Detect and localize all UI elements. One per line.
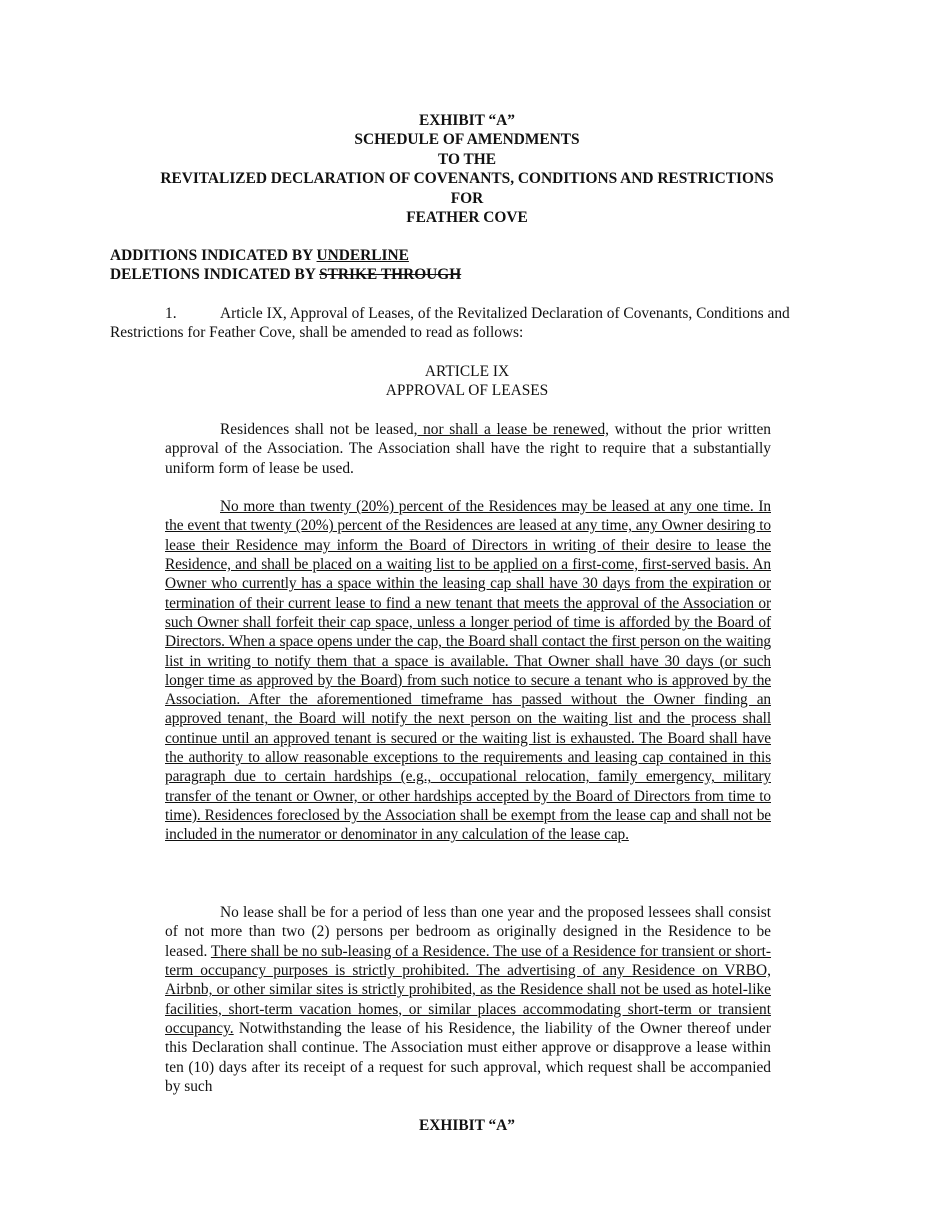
no-lease-text-2: Notwithstanding the lease of his Residence, the liability of the Owner thereof under this Declaration shall continue. The Association must either approve or disapprove a lease within ten (10) days after its receipt of a request for such approval, which request shall be accompanied by such bbox=[165, 1019, 771, 1095]
exhibit-title: EXHIBIT “A” bbox=[419, 112, 515, 129]
section-1-text: Article IX, Approval of Leases, of the Revitalized Declaration of Covenants, Conditions and Restrictions for Feather Cove, shall be amended to read as follows: bbox=[110, 305, 790, 342]
page-footer: EXHIBIT “A” bbox=[419, 1117, 515, 1134]
for-line: FOR bbox=[450, 189, 484, 207]
deletions-legend-label: DELETIONS INDICATED BY bbox=[110, 266, 320, 284]
article-number: ARTICLE IX bbox=[424, 363, 510, 380]
paragraph-residences bbox=[165, 420, 771, 478]
section-1-paragraph bbox=[110, 304, 826, 343]
additions-legend bbox=[110, 246, 461, 265]
additions-legend-label: ADDITIONS INDICATED BY bbox=[110, 247, 317, 264]
amendment-legend bbox=[110, 246, 461, 285]
residences-added-text: , nor shall a lease be renewed, bbox=[413, 421, 610, 438]
article-heading bbox=[0, 362, 934, 401]
section-number: 1. bbox=[165, 305, 177, 322]
community-name: FEATHER COVE bbox=[406, 209, 528, 227]
deletions-legend-style: STRIKE THROUGH bbox=[319, 266, 462, 284]
paragraph-lease-cap: No more than twenty (20%) percent of the Residences may be leased at any one time. In the event that twenty (20%) percent of the Residences are leased at any time, any Owner desiring to lease their Residence may inform the Board of Directors in writing of their desire to lease the Residence, and shall be placed on a waiting list to be applied on a first-come, first-served basis. An Owner who currently has a space within the leasing cap shall have 30 days from the expiration or termination of their current lease to find a new tenant that meets the approval of the Association or such Owner shall forfeit their cap space, unless a longer period of time is afforded by the Board of Directors. When a space opens under the cap, the Board shall contact the first person on the waiting list in writing to notify them that a space is available. That Owner shall have 30 days (or such longer time as approved by the Board) from such notice to secure a tenant who is approved by the Association. After the aforementioned timeframe has passed without the Owner finding an approved tenant, the Board will notify the next person on the waiting list and the process shall continue until an approved tenant is secured or the waiting list is exhausted. The Board shall have the authority to allow reasonable exceptions to the requirements and leasing cap contained in this paragraph due to certain hardships (e.g., occupational relocation, family emergency, military transfer of the tenant or Owner, or other hardships accepted by the Board of Directors from time to time). Residences foreclosed by the Association shall be exempt from the lease cap and shall not be included in the numerator or denominator in any calculation of the lease cap. bbox=[165, 498, 771, 844]
residences-text-2: without the prior written approval of the Association. The Association shall have the right to require that a substantially uniform form of lease be used. bbox=[165, 421, 771, 477]
article-title: APPROVAL OF LEASES bbox=[385, 382, 549, 400]
declaration-title: REVITALIZED DECLARATION OF COVENANTS, CONDITIONS AND RESTRICTIONS bbox=[160, 170, 774, 188]
paragraph-no-lease bbox=[165, 903, 771, 1096]
no-lease-added-text: There shall be no sub-leasing of a Residence. The use of a Residence for transient or short-term occupancy purposes is strictly prohibited. The advertising of any Residence on VRBO, Airbnb, or other similar sites is strictly prohibited, as the Residence shall not be used as hotel-like facilities, short-term vacation homes, or similar places accommodating short-term or transient occupancy. bbox=[165, 942, 772, 1037]
no-lease-text-1: No lease shall be for a period of less than one year and the proposed lessees shall consist of not more than two (2) persons per bedroom as originally designed in the Residence to be leased. bbox=[165, 904, 771, 960]
schedule-title: SCHEDULE OF AMENDMENTS bbox=[354, 131, 580, 149]
deletions-legend bbox=[110, 265, 461, 284]
residences-text-1: Residences shall not be leased bbox=[220, 421, 414, 438]
to-the-line: TO THE bbox=[437, 150, 497, 168]
document-title-block bbox=[0, 111, 934, 227]
additions-legend-style: UNDERLINE bbox=[316, 247, 409, 264]
